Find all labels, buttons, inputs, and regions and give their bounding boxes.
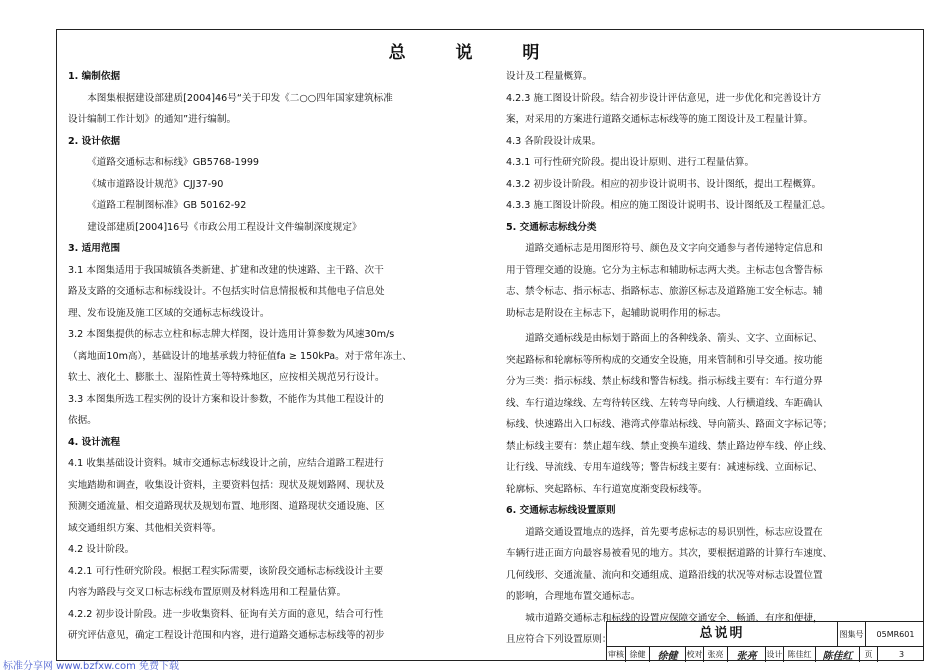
review-label: 审核 [608, 649, 624, 659]
section-heading: 2. 设计依据 [68, 135, 121, 147]
text-line: 3.2 本图集提供的标志立柱和标志牌大样图，设计选用计算参数为风速30m/s [68, 329, 395, 340]
left-text-column [68, 66, 486, 647]
design-label: 设计 [765, 646, 783, 662]
drawing-name: 总说明 [699, 626, 745, 641]
text-line: 4.2 设计阶段。 [68, 544, 135, 555]
reviewer-signature: 徐健 [649, 646, 685, 662]
text-line: 内容为路段与交叉口标志标线布置原则及材料选用和工程量估算。 [68, 587, 347, 598]
text-line: 案，对采用的方案进行道路交通标志标线等的施工图设计及工程量计算。 [506, 114, 813, 125]
text-line: 4.3 各阶段设计成果。 [506, 135, 602, 147]
atlas-number-label: 图集号 [837, 622, 865, 646]
text-line: 道路交通标线是由标划于路面上的各种线条、箭头、文字、立面标记、 [525, 333, 823, 344]
text-line: 路及支路的交通标志和标线设计。不包括实时信息情报板和其他电子信息处 [68, 286, 385, 297]
text-line: 道路交通标志是用图形符号、颜色及文字向交通参与者传递特定信息和 [525, 243, 823, 254]
designer-name: 陈佳红 [783, 646, 815, 662]
text-line: 《道路交通标志和标线》GB5768-1999 [87, 157, 260, 168]
text-line: 分为三类：指示标线、禁止标线和警告标线。指示标线主要有：车行道分界 [506, 376, 823, 387]
text-line: 预测交通流量、相交道路现状及规划布置、地形图、道路现状交通设施、区 [68, 501, 385, 512]
text-line: 的影响，合理地布置交通标志。 [506, 591, 641, 602]
reviewer-name: 徐健 [625, 646, 649, 662]
checker-signature: 张亮 [727, 646, 765, 662]
text-line: 几何线形、交通流量、流向和交通组成、道路沿线的状况等对标志设置位置 [506, 569, 823, 581]
page-label: 页 [859, 646, 877, 662]
page-title: 总 说 明 [388, 43, 562, 63]
title-block-bottom-row [607, 646, 924, 662]
text-line: 城市道路交通标志和标线的设置应保障交通安全、畅通、有序和便捷， [525, 612, 823, 624]
text-line: 轮廓标、突起路标、车行道宽度渐变段标线等。 [506, 483, 708, 495]
text-line: 4.3.3 施工图设计阶段。相应的施工图设计说明书、设计图纸及工程量汇总。 [506, 200, 831, 211]
text-line: 道路交通设置地点的选择，首先要考虑标志的易识别性，标志应设置在 [525, 526, 823, 538]
text-line: 软土、液化土、膨胀土、湿陷性黄土等特殊地区，应按相关规范另行设计。 [68, 372, 385, 383]
text-line: 且应符合下列设置原则： [506, 634, 612, 645]
section-heading: 3. 适用范围 [68, 243, 121, 254]
right-text-column [506, 66, 918, 651]
text-line: 用于管理交通的设施。它分为主标志和辅助标志两大类。主标志包含警告标 [506, 264, 823, 276]
section-heading: 5. 交通标志标线分类 [506, 221, 597, 233]
atlas-number: 05MR601 [865, 622, 925, 646]
page-number: 3 [877, 646, 925, 662]
watermark-link[interactable]: 标准分享网 www.bzfxw.com 免费下载 [3, 661, 179, 672]
text-line: 助标志是附设在主标志下，起辅助说明作用的标志。 [506, 307, 727, 319]
text-line: 4.2.2 初步设计阶段。进一步收集资料、征询有关方面的意见，结合可行性 [68, 608, 384, 620]
text-line: 线、车行道边缘线、左弯待转区线、左转弯导向线、人行横道线、车距确认 [506, 397, 823, 409]
text-line: 4.3.1 可行性研究阶段。提出设计原则、进行工程量估算。 [506, 157, 755, 168]
check-label: 校对 [685, 646, 703, 662]
text-line: 4.2.1 可行性研究阶段。根据工程实际需要，该阶段交通标志标线设计主要 [68, 565, 384, 577]
text-line: 依据。 [68, 415, 97, 426]
text-line: 突起路标和轮廓标等所构成的交通安全设施，用来管制和引导交通。按功能 [506, 354, 823, 366]
text-line: 理、发布设施及施工区域的交通标志标线设计。 [68, 307, 270, 319]
text-line: 《道路工程制图标准》GB 50162-92 [87, 200, 247, 211]
text-line: 实地踏勘和调查，收集设计资料，主要资料包括：现状及规划路网、现状及 [68, 479, 385, 491]
text-line: 4.1 收集基础设计资料。城市交通标志标线设计之前，应结合道路工程进行 [68, 458, 384, 469]
text-line: 设计及工程量概算。 [506, 71, 593, 82]
text-line: 建设部建质[2004]16号《市政公用工程设计文件编制深度规定》 [87, 221, 362, 233]
text-line: 设计编制工作计划》的通知”进行编制。 [68, 114, 237, 125]
text-line: 让行线、导流线、专用车道线等；警告标线主要有：减速标线、立面标记、 [506, 462, 823, 473]
text-line: 4.3.2 初步设计阶段。相应的初步设计说明书、设计图纸，提出工程概算。 [506, 178, 822, 190]
text-line: 标线、快速路出入口标线、港湾式停靠站标线、导向箭头、路面文字标记等； [506, 419, 833, 430]
text-line: 3.1 本图集适用于我国城镇各类新建、扩建和改建的快速路、主干路、次干 [68, 264, 384, 276]
text-line: （离地面10m高），基础设计的地基承载力特征值fa ≥ 150kPa。对于常年冻土、 [68, 350, 412, 362]
section-heading: 6. 交通标志标线设置原则 [506, 505, 616, 516]
text-line: 禁止标线主要有：禁止超车线、禁止变换车道线、禁止路边停车线、停止线、 [506, 440, 833, 452]
title-block-top-row [607, 622, 924, 647]
text-line: 志、禁令标志、指示标志、指路标志、旅游区标志及道路施工安全标志。辅 [506, 286, 823, 297]
section-heading: 4. 设计流程 [68, 436, 121, 448]
checker-name: 张亮 [703, 646, 727, 662]
text-line: 4.2.3 施工图设计阶段。结合初步设计评估意见，进一步优化和完善设计方 [506, 92, 822, 104]
designer-signature: 陈佳红 [815, 646, 859, 662]
text-line: 本图集根据建设部建质[2004]46号“关于印发《二○○四年国家建筑标准 [87, 92, 393, 104]
text-line: 研究评估意见，确定工程设计范围和内容，进行道路交通标志标线等的初步 [68, 630, 385, 641]
text-line: 车辆行进正面方向最容易被看见的地方。其次，要根据道路的计算行车速度、 [506, 548, 833, 559]
text-line: 3.3 本图集所选工程实例的设计方案和设计参数，不能作为其他工程设计的 [68, 393, 384, 405]
title-block [606, 621, 924, 661]
section-heading: 1. 编制依据 [68, 71, 121, 82]
text-line: 域交通组织方案、其他相关资料等。 [68, 522, 222, 534]
text-line: 《城市道路设计规范》CJJ37-90 [87, 178, 224, 190]
